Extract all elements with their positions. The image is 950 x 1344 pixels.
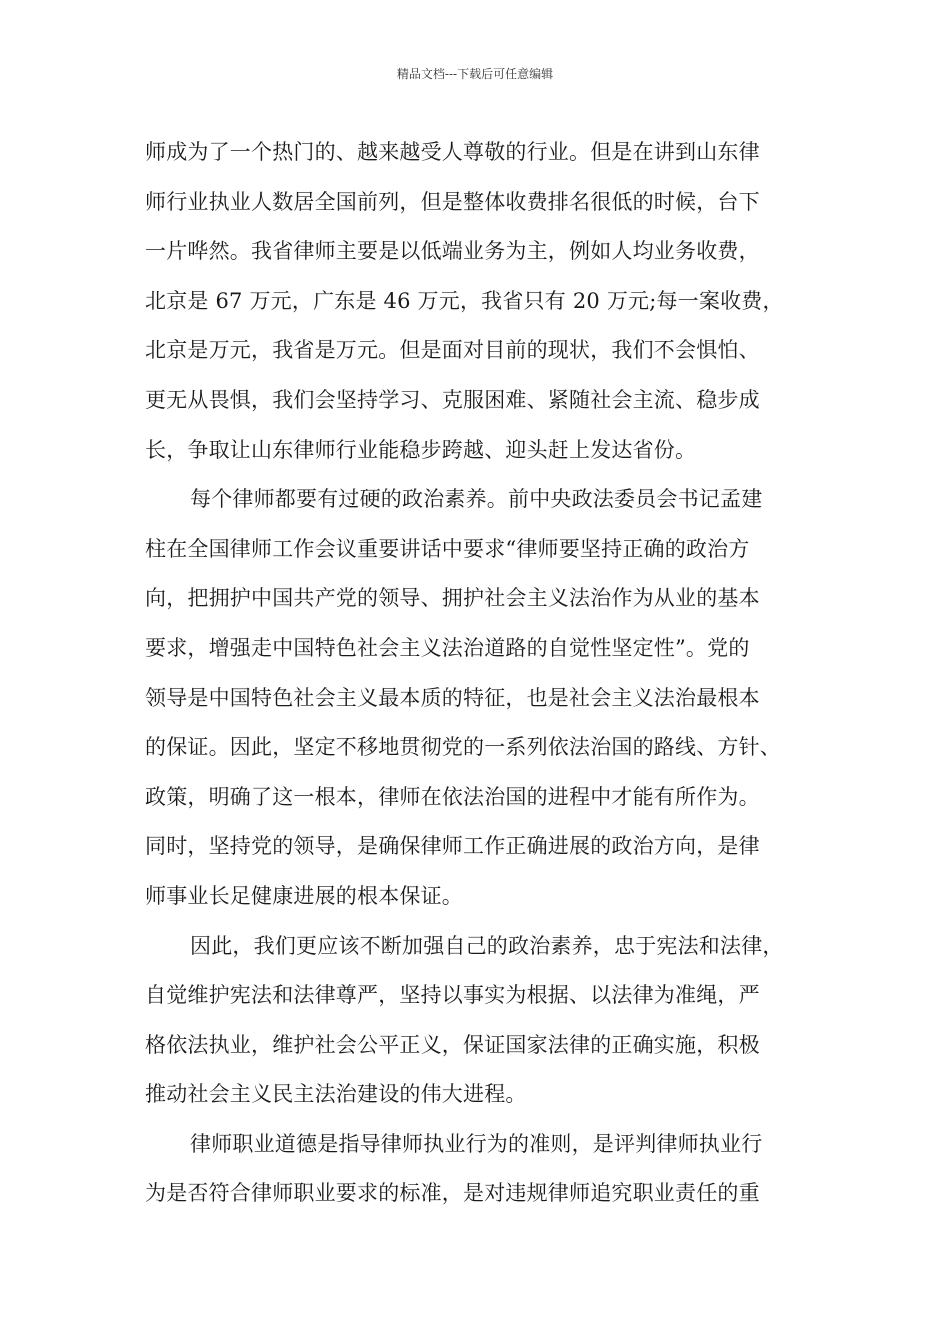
- paragraph-first-line: 律师职业道德是指导律师执业行为的准则，是评判律师执业行: [190, 1131, 763, 1156]
- text-line: 师事业长足健康进展的根本保证。: [145, 883, 463, 908]
- text-line: 长，争取让山东律师行业能稳步跨越、迎头赶上发达省份。: [145, 437, 697, 462]
- text-line: 师行业执业人数居全国前列，但是整体收费排名很低的时候，台下: [145, 189, 760, 214]
- text-line: 柱在全国律师工作会议重要讲话中要求“律师要坚持正确的政治方: [145, 536, 750, 561]
- text-line: 向，把拥护中国共产党的领导、拥护社会主义法治作为从业的基本: [145, 586, 760, 611]
- document-body: [145, 128, 825, 1219]
- text-line: 的保证。因此，坚定不移地贯彻党的一系列依法治国的路线、方针、: [145, 735, 781, 760]
- text-line: 推动社会主义民主法治建设的伟大进程。: [145, 1082, 527, 1107]
- text-line: 北京是万元，我省是万元。但是面对目前的现状，我们不会惧怕、: [145, 338, 760, 363]
- text-line: 领导是中国特色社会主义最本质的特征，也是社会主义法治最根本: [145, 685, 760, 710]
- page-header: 精品文档---下载后可任意编辑: [396, 67, 554, 81]
- text-line: 北京是 67 万元，广东是 46 万元，我省只有 20 万元;每一案收费，: [145, 288, 784, 313]
- text-line: 同时，坚持党的领导，是确保律师工作正确进展的政治方向，是律: [145, 834, 760, 859]
- text-line: 师成为了一个热门的、越来越受人尊敬的行业。但是在讲到山东律: [145, 140, 760, 164]
- paragraph-first-line: 每个律师都要有过硬的政治素养。前中央政法委员会书记孟建: [190, 487, 763, 512]
- text-line: 要求，增强走中国特色社会主义法治道路的自觉性坚定性”。党的: [145, 635, 750, 660]
- text-line: 为是否符合律师职业要求的标准，是对违规律师追究职业责任的重: [145, 1181, 760, 1206]
- paragraph-first-line: 因此，我们更应该不断加强自己的政治素养，忠于宪法和法律，: [190, 933, 784, 958]
- text-line: 更无从畏惧，我们会坚持学习、克服困难、紧随社会主流、稳步成: [145, 387, 760, 412]
- text-line: 政策，明确了这一根本，律师在依法治国的进程中才能有所作为。: [145, 784, 760, 809]
- text-line: 一片哗然。我省律师主要是以低端业务为主，例如人均业务收费，: [145, 239, 760, 264]
- text-line: 格依法执业，维护社会公平正义，保证国家法律的正确实施，积极: [145, 1032, 760, 1057]
- text-line: 自觉维护宪法和法律尊严，坚持以事实为根据、以法律为准绳，严: [145, 983, 760, 1008]
